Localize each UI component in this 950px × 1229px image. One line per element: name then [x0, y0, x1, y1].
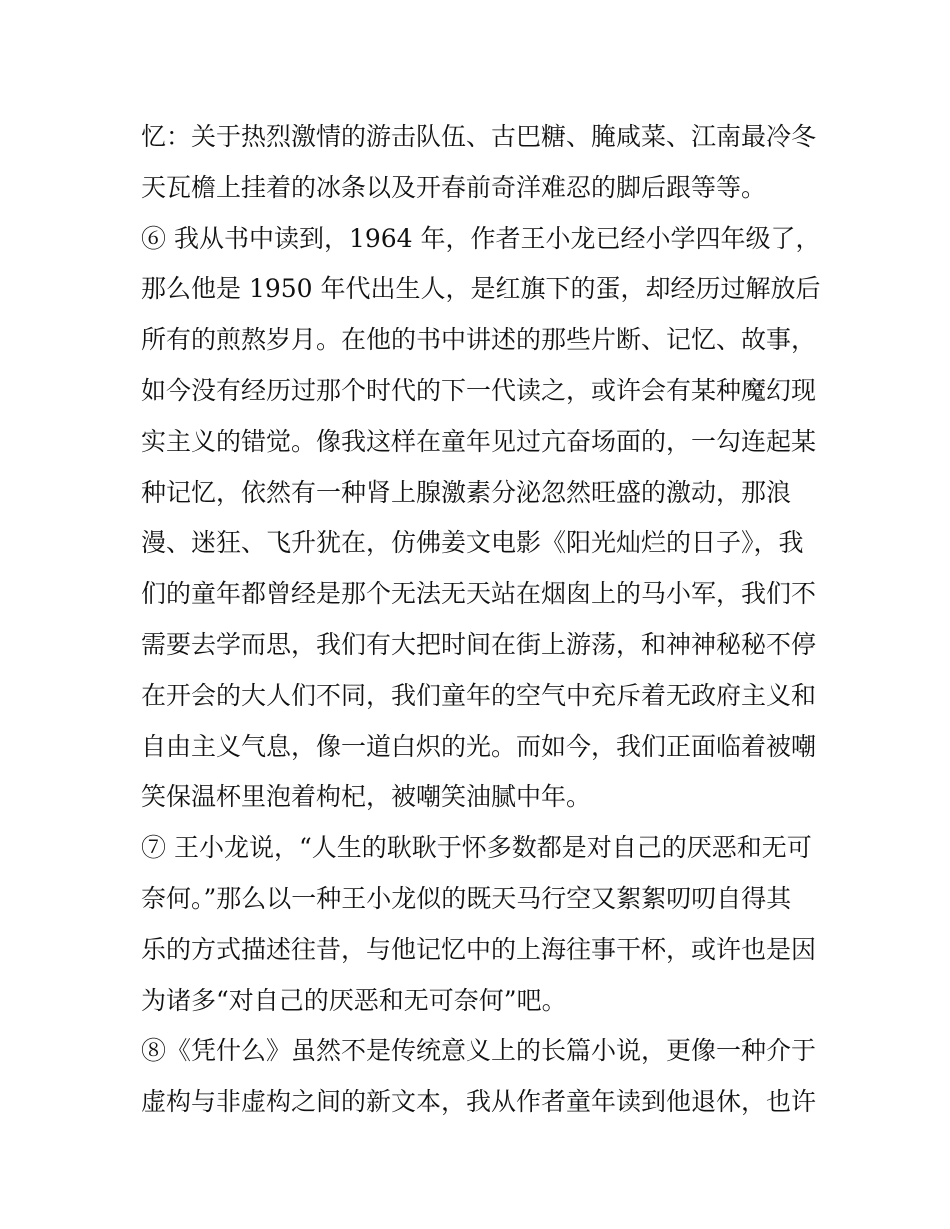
text-line: 如今没有经历过那个时代的下一代读之，或许会有某种魔幻现: [141, 375, 817, 405]
text-line: 种记忆，依然有一种肾上腺激素分泌忽然旺盛的激动，那浪: [141, 477, 792, 507]
text-line: 们的童年都曾经是那个无法无天站在烟囱上的马小军，我们不: [141, 579, 817, 609]
paragraph-7-start: ⑦ 王小龙说，“人生的耿耿于怀多数都是对自己的厌恶和无可: [141, 833, 812, 863]
text-line: 虚构与非虚构之间的新文本，我从作者童年读到他退休，也许: [141, 1087, 817, 1117]
body-text: [141, 112, 821, 1128]
paragraph-8-start: ⑧《凭什么》虽然不是传统意义上的长篇小说，更像一种介于: [141, 1036, 817, 1066]
text-line: 乐的方式描述往昔，与他记忆中的上海往事干杯，或许也是因: [141, 934, 817, 964]
text-line: 笑保温杯里泡着枸杞，被嘲笑油腻中年。: [141, 782, 592, 812]
text-line: 奈何。”那么以一种王小龙似的既天马行空又絮絮叨叨自得其: [141, 883, 792, 913]
text-line: 为诸多“对自己的厌恶和无可奈何”吧。: [141, 985, 567, 1015]
text-line: 所有的煎熬岁月。在他的书中讲述的那些片断、记忆、故事，: [141, 325, 817, 355]
text-line: 忆：关于热烈激情的游击队伍、古巴糖、腌咸菜、江南最冷冬: [141, 122, 817, 151]
text-line: 需要去学而思，我们有大把时间在街上游荡，和神神秘秘不停: [141, 629, 817, 659]
text-line: 那么他是 1950 年代出生人，是红旗下的蛋，却经历过解放后: [141, 274, 821, 304]
paragraph-6-start: ⑥ 我从书中读到，1964 年，作者王小龙已经小学四年级了，: [141, 223, 821, 253]
text-line: 实主义的错觉。像我这样在童年见过亢奋场面的，一勾连起某: [141, 426, 817, 456]
text-line: 在开会的大人们不同，我们童年的空气中充斥着无政府主义和: [141, 680, 817, 710]
text-line: 漫、迷狂、飞升犹在，仿佛姜文电影《阳光灿烂的日子》，我: [141, 528, 804, 558]
text-line: 天瓦檐上挂着的冰条以及开春前奇洋难忍的脚后跟等等。: [141, 172, 767, 202]
text-line: 自由主义气息，像一道白炽的光。而如今，我们正面临着被嘲: [141, 731, 817, 761]
